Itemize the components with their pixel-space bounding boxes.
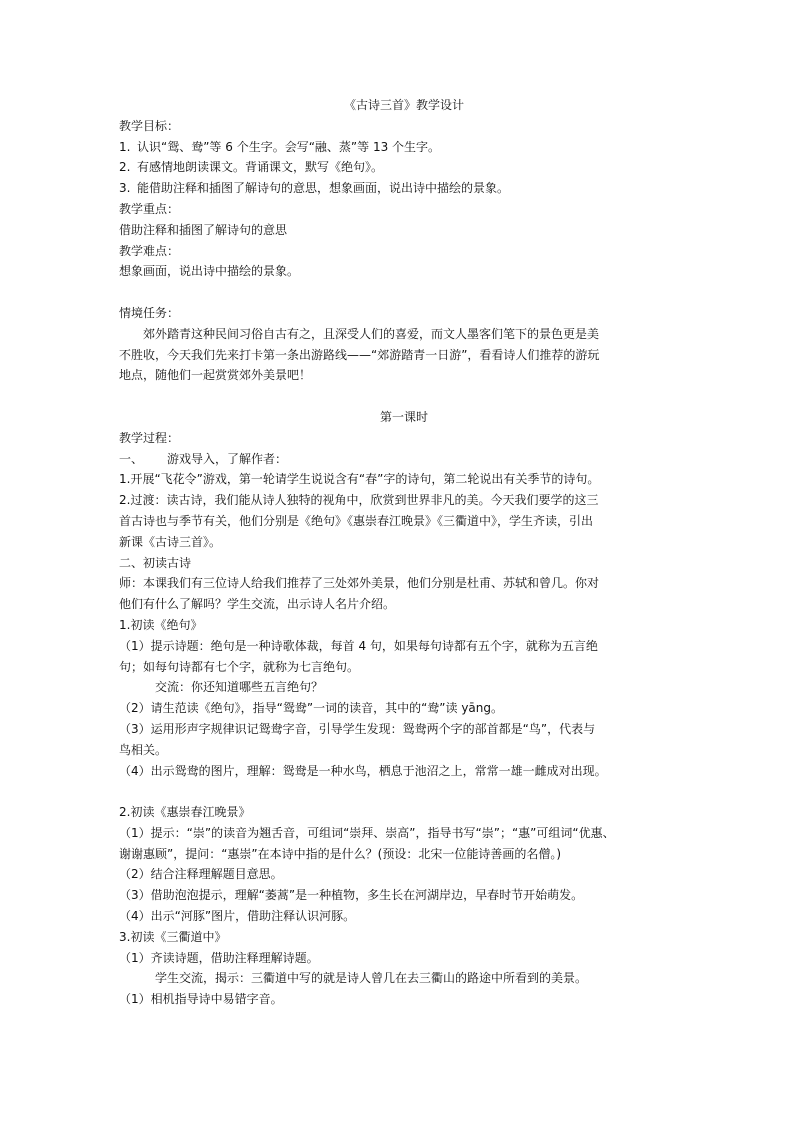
paragraph-line: 谢谢惠顾”，提问：“惠崇”在本诗中指的是什么？(预设：北宋一位能诗善画的名僧。) — [119, 846, 562, 861]
paragraph-line: （1）提示：“崇”的读音为翘舌音，可组词“崇拜、崇高”，指导书写“崇”；“惠”可组词“优惠、 — [119, 825, 615, 840]
paragraph-line: （1）齐读诗题，借助注释理解诗题。 — [119, 950, 319, 965]
paragraph-line: （1）相机指导诗中易错字音。 — [119, 992, 283, 1007]
paragraph-line: （2）请生范读《绝句》，指导“鸳鸯”一词的读音，其中的“鸯”读 yāng。 — [119, 701, 503, 716]
difficulties-heading: 教学难点： — [119, 243, 180, 258]
blank-line — [119, 781, 689, 802]
exchange-line: 学生交流，揭示：三衢道中写的就是诗人曾几在去三衢山的路途中所看到的美景。 — [155, 971, 588, 986]
goal-item — [119, 178, 689, 199]
paragraph-line: 鸟相关。 — [119, 742, 168, 757]
goal-number: 3. — [119, 181, 131, 196]
exchange-line: 交流：你还知道哪些五言绝句？ — [155, 680, 324, 695]
paragraph-line: 他们有什么了解吗？学生交流，出示诗人名片介绍。 — [119, 597, 396, 612]
paragraph-line: （4）出示“河豚”图片，借助注释认识河豚。 — [119, 909, 356, 924]
section-heading — [119, 449, 689, 470]
document-body — [119, 95, 689, 1010]
paragraph-line: 首古诗也与季节有关，他们分别是《绝句》《惠崇春江晚景》《三衢道中》，学生齐读，引出 — [119, 513, 594, 528]
section-heading: 二、初读古诗 — [119, 555, 192, 570]
document-title: 《古诗三首》教学设计 — [343, 98, 464, 112]
paragraph-line: （2）结合注释理解题目意思。 — [119, 867, 283, 882]
key-points-text: 借助注释和插图了解诗句的意思 — [119, 222, 288, 237]
paragraph-line: （1）提示诗题：绝句是一种诗歌体裁，每首 4 句，如果每句诗都有五个字，就称为五言绝 — [119, 638, 598, 653]
process-heading: 教学过程： — [119, 430, 180, 445]
goal-item — [119, 157, 689, 178]
subsection-heading: 3.初读《三衢道中》 — [119, 929, 227, 944]
paragraph-line: 新课《古诗三首》。 — [119, 534, 222, 549]
goal-text: 认识“鸳、鸯”等 6 个生字。会写“融、蒸”等 13 个生字。 — [137, 139, 441, 154]
goal-item — [119, 137, 689, 158]
situation-paragraph-line: 地点，随他们一起赏赏郊外美景吧！ — [119, 368, 312, 383]
blank-line — [119, 386, 689, 407]
subsection-heading: 2.初读《惠崇春江晚景》 — [119, 805, 251, 820]
paragraph-line: 师：本课我们有三位诗人给我们推荐了三处郊外美景，他们分别是杜甫、苏轼和曾几。你对 — [119, 576, 600, 591]
section-title: 游戏导入，了解作者： — [167, 451, 288, 466]
goal-text: 有感情地朗读课文。背诵课文，默写《绝句》。 — [137, 160, 384, 175]
key-points-heading: 教学重点： — [119, 201, 180, 216]
paragraph-line: （3）借助泡泡提示，理解“萎蒿”是一种植物，多生长在河湖岸边，早春时节开始萌发。 — [119, 888, 584, 903]
subsection-heading: 1.初读《绝句》 — [119, 617, 203, 632]
paragraph-line: 句；如每句诗都有七个字，就称为七言绝句。 — [119, 659, 360, 674]
goal-text: 能借助注释和插图了解诗句的意思，想象画面，说出诗中描绘的景象。 — [137, 181, 510, 196]
difficulties-text: 想象画面，说出诗中描绘的景象。 — [119, 264, 300, 279]
paragraph-line: 1.开展“飞花令”游戏，第一轮请学生说说含有“春”字的诗句，第二轮说出有关季节的诗句。 — [119, 472, 600, 487]
situation-paragraph-line: 郊外踏青这种民间习俗自古有之，且深受人们的喜爱，而文人墨客们笔下的景色更是美 — [143, 326, 600, 341]
goal-number: 2. — [119, 160, 131, 175]
blank-line — [119, 282, 689, 303]
goals-heading: 教学目标： — [119, 118, 180, 133]
paragraph-line: （4）出示鸳鸯的图片，理解：鸳鸯是一种水鸟，栖息于池沼之上，常常一雄一雌成对出现。 — [119, 763, 607, 778]
situation-heading: 情境任务： — [119, 305, 180, 320]
section-number: 一、 — [119, 451, 144, 466]
situation-paragraph-line: 不胜收，今天我们先来打卡第一条出游路线——“郊游踏青一日游”，看看诗人们推荐的游玩 — [119, 347, 600, 362]
goal-number: 1. — [119, 139, 131, 154]
paragraph-line: 2.过渡：读古诗，我们能从诗人独特的视角中，欣赏到世界非凡的美。今天我们要学的这三 — [119, 493, 599, 508]
lesson-title: 第一课时 — [379, 409, 428, 424]
paragraph-line: （3）运用形声字规律识记鸳鸯字音，引导学生发现：鸳鸯两个字的部首都是“鸟”，代表与 — [119, 721, 596, 736]
